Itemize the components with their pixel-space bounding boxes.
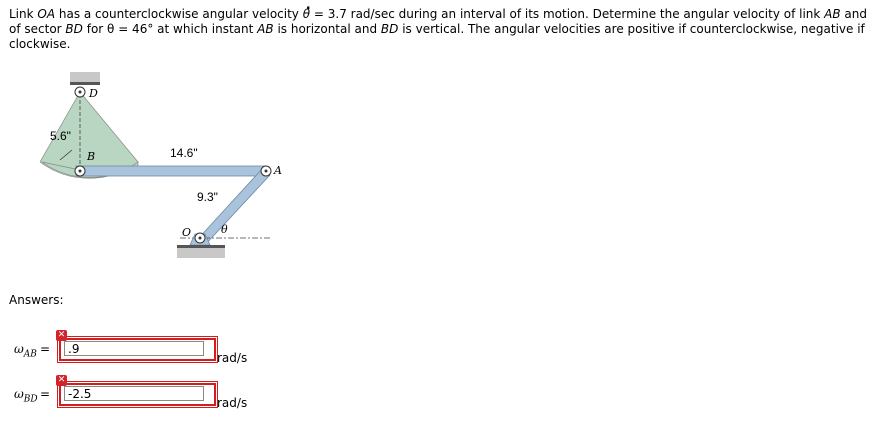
problem-statement: Link OA has a counterclockwise angular velocity . θ = 3.7 rad/sec during an interval of its motion. Determine the angular velocity of link AB and of sector BD for θ = 46° at which instant AB is horizontal and BD is vertical. The angular velocities are positive if counterclockwise, negative if clockwise. bbox=[9, 7, 871, 52]
equals-sign: = bbox=[40, 342, 51, 356]
dim-ab: 14.6" bbox=[170, 146, 198, 160]
equals-sign: = bbox=[40, 387, 51, 401]
theta-dot-symbol: . θ bbox=[303, 7, 310, 22]
error-icon: ✕ bbox=[57, 330, 66, 340]
error-icon: ✕ bbox=[57, 375, 66, 385]
answer-box-bd bbox=[57, 375, 216, 406]
link-ab bbox=[76, 166, 266, 176]
omega-ab-label: $\omega_{AB}$ bbox=[14, 342, 37, 360]
label-theta: θ bbox=[221, 223, 228, 236]
unit-label: rad/s bbox=[217, 351, 248, 365]
label-d: D bbox=[89, 87, 98, 100]
answer-row-ab bbox=[0, 330, 300, 368]
label-a: A bbox=[274, 164, 282, 177]
omega-bd-input[interactable]: -2.5 bbox=[64, 386, 204, 401]
answer-box-ab bbox=[57, 330, 216, 361]
link-oa bbox=[196, 169, 270, 246]
bottom-ground bbox=[177, 245, 225, 248]
answers-heading: Answers: bbox=[9, 293, 64, 307]
omega-ab-input[interactable]: .9 bbox=[64, 341, 204, 356]
unit-label: rad/s bbox=[217, 396, 248, 410]
omega-bd-label: $\omega_{BD}$ bbox=[14, 387, 38, 405]
label-b: B bbox=[87, 150, 96, 163]
dim-sector: 5.6" bbox=[50, 129, 71, 143]
mechanism-figure bbox=[40, 70, 296, 266]
answer-row-bd bbox=[0, 375, 300, 413]
dim-oa: 9.3" bbox=[197, 190, 218, 204]
label-o: O bbox=[182, 226, 192, 239]
